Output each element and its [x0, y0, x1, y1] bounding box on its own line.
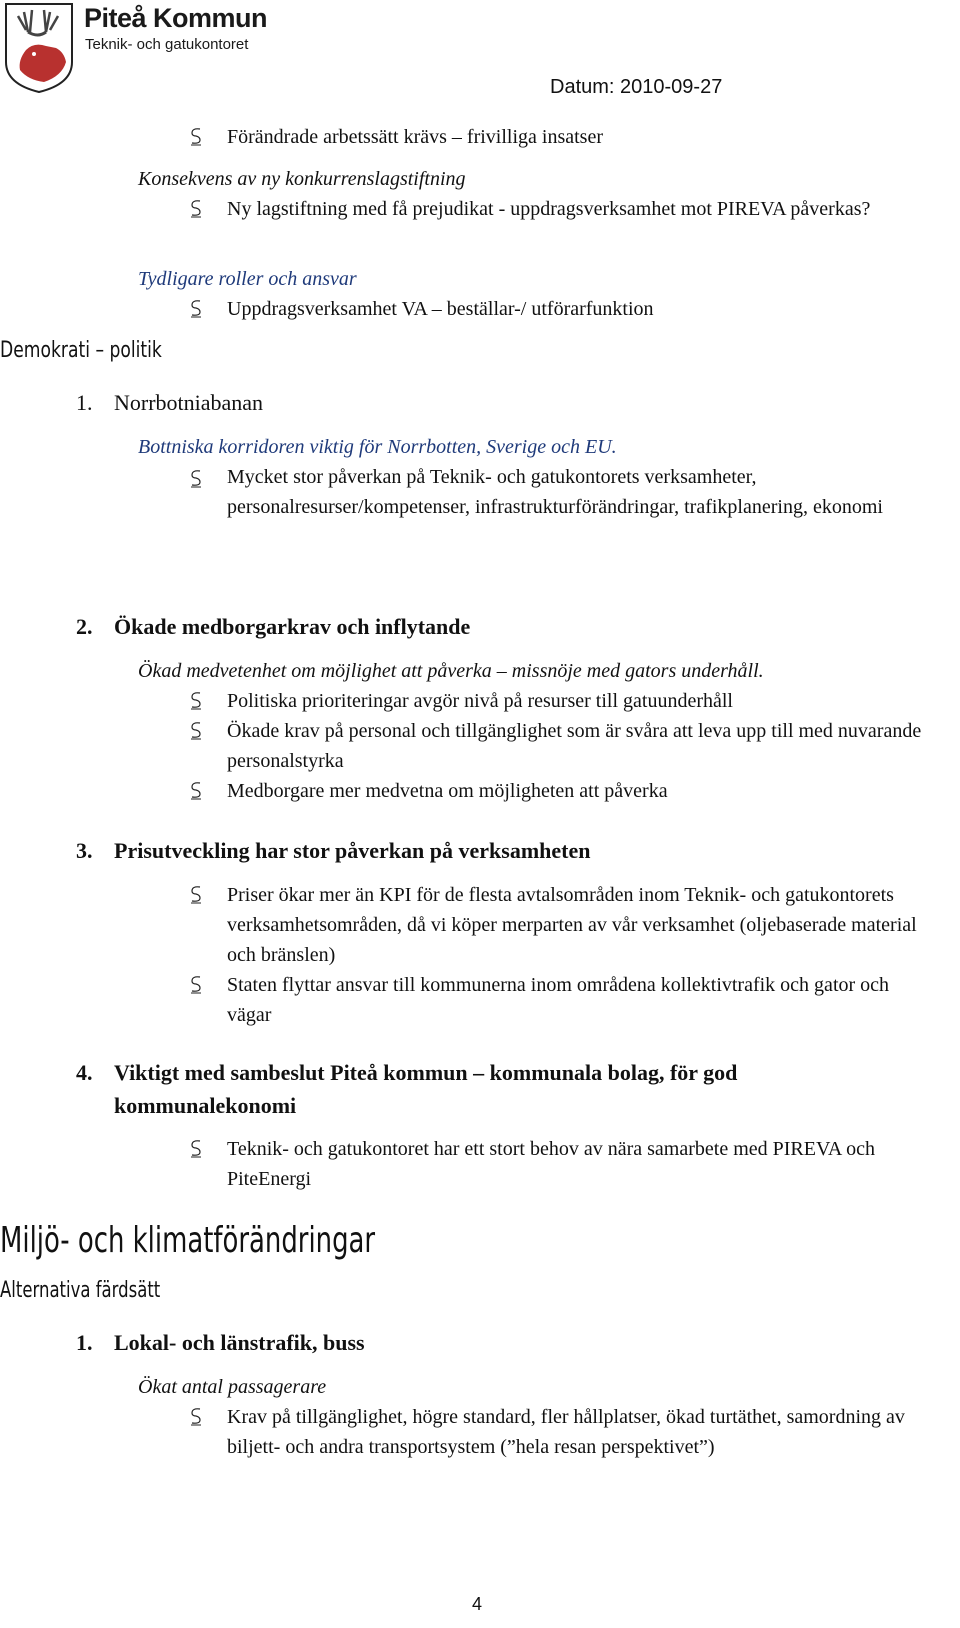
- bullet-text: Teknik- och gatukontoret har ett stort behov av nära samarbete med PIREVA och PiteEnergi: [227, 1138, 876, 1190]
- bullet-icon: [190, 126, 202, 144]
- bullet-icon: [190, 468, 202, 486]
- page-number: 4: [472, 1594, 483, 1614]
- bullet-text: Politiska prioriteringar avgör nivå på resurser till gatuunderhåll: [227, 690, 733, 712]
- section-heading: Miljö- och klimatförändringar: [0, 1220, 376, 1261]
- reindeer-crest-icon: [4, 2, 74, 94]
- numbered-heading: 1. Lokal- och länstrafik, buss: [76, 1330, 365, 1355]
- brand-subtitle: Teknik- och gatukontoret: [85, 36, 249, 53]
- italic-subheading: Tydligare roller och ansvar: [138, 268, 357, 290]
- bullet-text: Uppdragsverksamhet VA – beställar-/ utförarfunktion: [227, 298, 654, 320]
- numbered-heading: 4. Viktigt med sambeslut Piteå kommun – kommunala bolag, för god kommunalekonomi: [76, 1060, 738, 1118]
- bullet-icon: [190, 974, 202, 992]
- bullet-text: Förändrade arbetssätt krävs – frivilliga insatser: [227, 126, 603, 148]
- section-heading: Demokrati – politik: [0, 338, 162, 363]
- subsection-heading: Alternativa färdsätt: [0, 1278, 161, 1303]
- bullet-icon: [190, 1138, 202, 1156]
- bullet-icon: [190, 720, 202, 738]
- italic-subheading: Ökad medvetenhet om möjlighet att påverka – missnöje med gators underhåll.: [138, 660, 764, 682]
- bullet-icon: [190, 1406, 202, 1424]
- brand-name: Piteå Kommun: [84, 3, 268, 33]
- bullet-icon: [190, 884, 202, 902]
- numbered-heading: 2. Ökade medborgarkrav och inflytande: [76, 614, 471, 639]
- bullet-text: Ny lagstiftning med få prejudikat - uppdragsverksamhet mot PIREVA påverkas?: [227, 198, 871, 220]
- bullet-icon: [190, 198, 202, 216]
- numbered-heading: 3. Prisutveckling har stor påverkan på verksamheten: [76, 838, 591, 863]
- bullet-icon: [190, 298, 202, 316]
- italic-subheading: Bottniska korridoren viktig för Norrbotten, Sverige och EU.: [138, 436, 617, 458]
- numbered-heading: 1. Norrbotniabanan: [76, 390, 264, 415]
- bullet-text: Krav på tillgänglighet, högre standard, fler hållplatser, ökad turtäthet, samordning av biljett- och andra transportsystem (”hela resan perspektivet”): [227, 1406, 905, 1458]
- bullet-text: Medborgare mer medvetna om möjligheten att påverka: [227, 780, 668, 802]
- bullet-text: Priser ökar mer än KPI för de flesta avtalsområden inom Teknik- och gatukontorets verksamhetsområden, då vi köper merparten av vår verksamhet (oljebaserade material och bränslen): [227, 884, 917, 966]
- document-date: Datum: 2010-09-27: [550, 76, 723, 98]
- italic-subheading: Konsekvens av ny konkurrenslagstiftning: [138, 168, 466, 190]
- bullet-text: Ökade krav på personal och tillgänglighet som är svåra att leva upp till med nuvarande personalstyrka: [227, 720, 922, 772]
- logo: [4, 2, 74, 94]
- italic-subheading: Ökat antal passagerare: [138, 1376, 327, 1398]
- bullet-text: Staten flyttar ansvar till kommunerna inom områdena kollektivtrafik och gator och vägar: [227, 974, 890, 1026]
- bullet-icon: [190, 780, 202, 798]
- bullet-icon: [190, 690, 202, 708]
- bullet-text: Mycket stor påverkan på Teknik- och gatukontorets verksamheter, personalresurser/kompetenser, infrastrukturförändringar, trafikplanering, ekonomi: [227, 466, 883, 518]
